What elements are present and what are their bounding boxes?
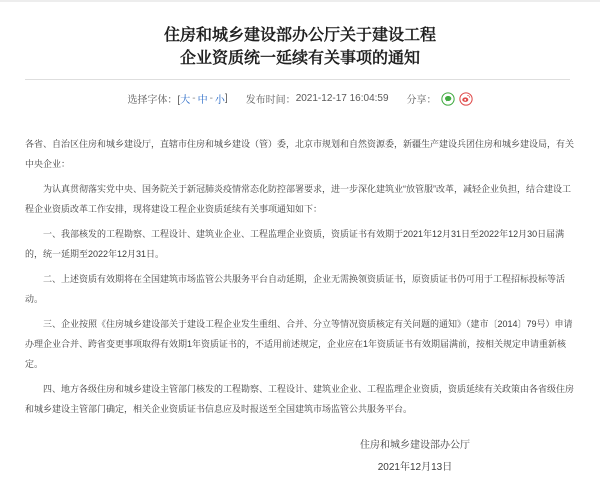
publish-time-label: 发布时间： <box>245 95 296 106</box>
paragraph-item-2: 二、上述资质有效期将在全国建筑市场监管公共服务平台自动延期，企业无需换领资质证书，原资质证书仍可用于工程招标投标等活动。 <box>25 274 566 304</box>
font-select-bracket-close: ] <box>224 93 228 104</box>
page-title <box>0 24 600 70</box>
signature-block <box>360 435 470 479</box>
paragraph-item-1: 一、我部核发的工程勘察、工程设计、建筑业企业、工程监理企业资质，资质证书有效期于2021年12月31日至2022年12月30日届满的，统一延期至2022年12月31日。 <box>25 229 565 259</box>
font-size-large-button[interactable]: 大 <box>180 95 191 106</box>
weibo-share-icon[interactable] <box>459 92 473 106</box>
publish-time-value: 2021-12-17 16:04:59 <box>295 93 389 104</box>
notice-header <box>0 24 600 80</box>
paragraph-item-3: 三、企业按照《住房城乡建设部关于建设工程企业发生重组、合并、分立等情况资质核定有关问题的通知》（建市〔2014〕79号）申请办理企业合并、跨省变更事项取得有效期1年资质证书的，不适用前述规定，企业应在1年资质证书有效期届满前，按相关规定申请重新核定。 <box>25 319 573 369</box>
paragraph-recipients: 各省、自治区住房和城乡建设厅，直辖市住房和城乡建设（管）委，北京市规划和自然资源委，新疆生产建设兵团住房和城乡建设局，有关中央企业： <box>25 139 575 169</box>
font-size-small-button[interactable]: 小 <box>214 95 225 106</box>
paragraph-intro: 为认真贯彻落实党中央、国务院关于新冠肺炎疫情常态化防控部署要求，进一步深化建筑业“放管服”改革，减轻企业负担，结合建设工程企业资质改革工作安排，现将建设工程企业资质延续有关事项通知如下： <box>25 184 571 214</box>
signature-date: 2021年12月13日 <box>377 462 453 473</box>
font-size-medium-button[interactable]: 中 <box>197 95 208 106</box>
wechat-share-icon[interactable] <box>441 92 455 106</box>
notice-body <box>25 134 575 419</box>
font-size-selector <box>127 91 227 106</box>
meta-toolbar <box>0 91 600 106</box>
page-title-line2: 企业资质统一延续有关事项的通知 <box>179 50 420 67</box>
share-group <box>407 91 473 106</box>
signature-org: 住房和城乡建设部办公厅 <box>360 440 470 451</box>
paragraph-item-4: 四、地方各级住房和城乡建设主管部门核发的工程勘察、工程设计、建筑业企业、工程监理企业资质，资质延续有关政策由各省级住房和城乡建设主管部门确定，相关企业资质证书信息应及时报送至全国建筑市场监管公共服务平台。 <box>25 384 575 414</box>
font-select-label: 选择字体：[ <box>127 95 181 106</box>
share-label: 分享： <box>406 95 437 106</box>
font-size-separator: - <box>192 93 196 104</box>
page-title-line1: 住房和城乡建设部办公厅关于建设工程 <box>163 27 436 44</box>
publish-time-group <box>246 91 389 106</box>
header-divider <box>25 79 570 80</box>
font-size-separator: - <box>209 93 213 104</box>
